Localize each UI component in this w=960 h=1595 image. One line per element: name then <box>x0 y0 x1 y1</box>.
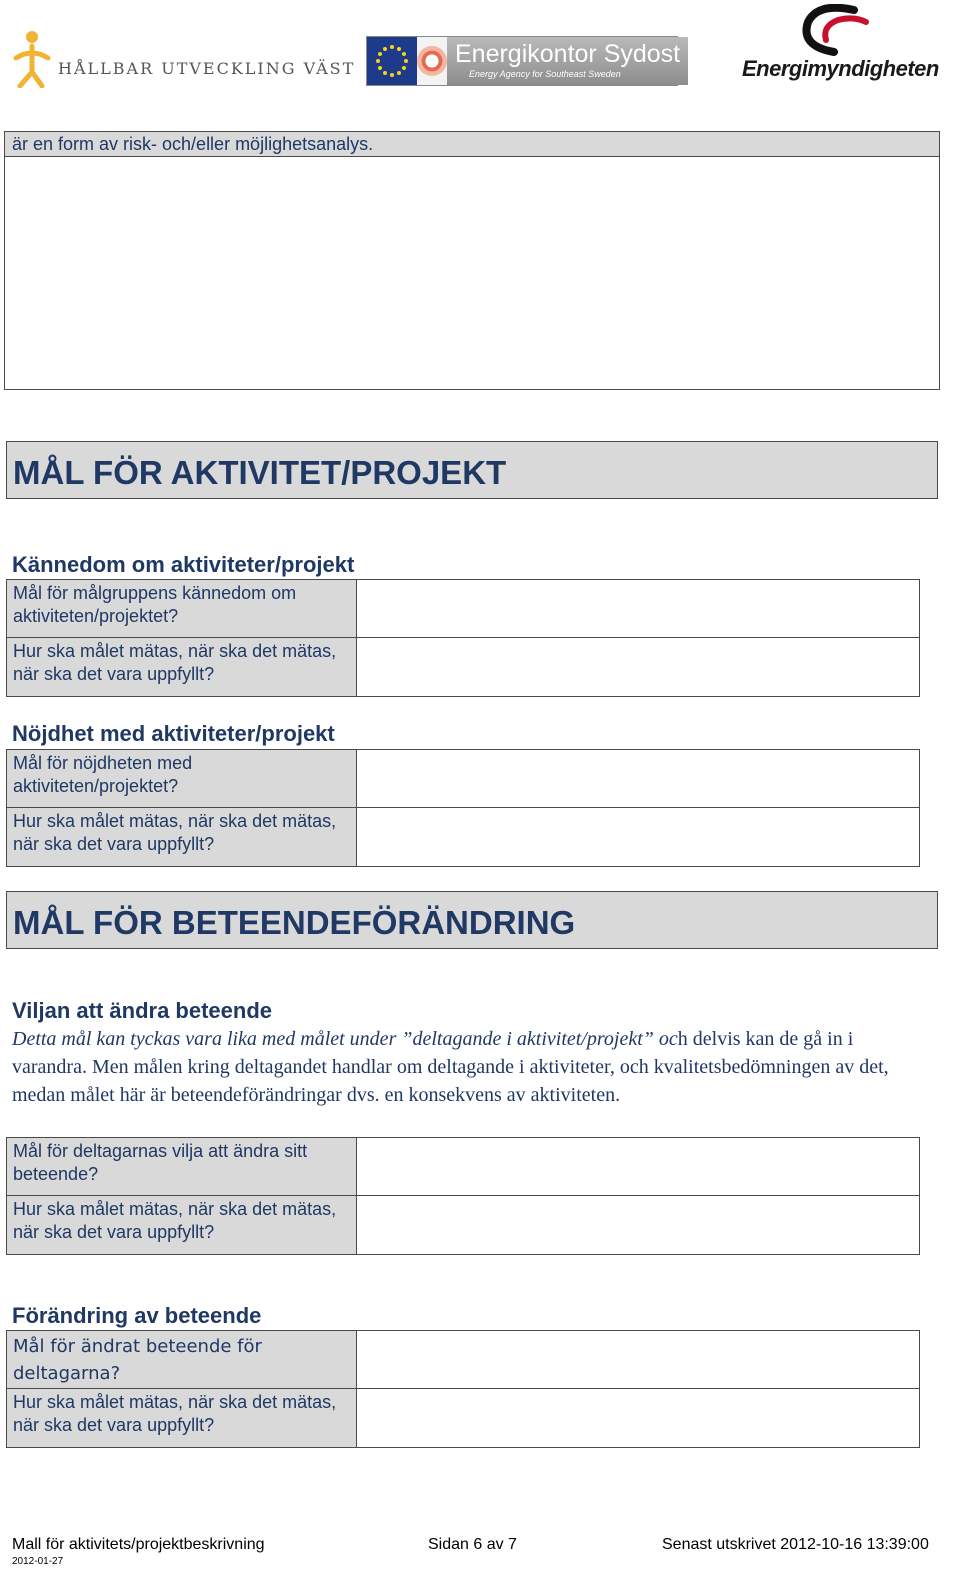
awareness-table <box>6 579 920 697</box>
hallbar-utveckling-logo <box>8 26 356 90</box>
row-label: Hur ska målet mätas, när ska det mätas, när ska det vara uppfyllt? <box>7 808 357 866</box>
subsection-title-willingness: Viljan att ändra beteende <box>12 998 273 1023</box>
continuation-text-area[interactable] <box>4 156 940 390</box>
eu-flag-icon <box>367 37 417 85</box>
subsection-title-awareness: Kännedom om aktiviteter/projekt <box>12 552 355 577</box>
row-label: Hur ska målet mätas, när ska det mätas, när ska det vara uppfyllt? <box>7 1389 357 1447</box>
subsection-title-change: Förändring av beteende <box>12 1303 262 1328</box>
row-label: Mål för målgruppens kännedom om aktiviteten/projektet? <box>7 580 357 637</box>
energikontor-sydost-logo <box>366 36 681 86</box>
willingness-description <box>12 1025 912 1109</box>
awareness-measure-field[interactable] <box>358 638 919 696</box>
continuation-text: är en form av risk- och/eller möjlighetsanalys. <box>12 134 374 154</box>
table-row <box>7 1138 919 1196</box>
person-figure-icon <box>8 28 52 88</box>
footer-document-title: Mall för aktivitets/projektbeskrivning <box>12 1536 265 1553</box>
willingness-goal-field[interactable] <box>358 1138 919 1195</box>
sun-emblem-icon <box>417 37 447 85</box>
satisfaction-goal-field[interactable] <box>358 750 919 807</box>
energimyndigheten-swirl-icon <box>738 4 954 60</box>
section-title: MÅL FÖR AKTIVITET/PROJEKT <box>13 454 507 491</box>
energimyndigheten-text: Energimyndigheten <box>742 56 939 81</box>
table-row <box>7 808 919 866</box>
satisfaction-measure-field[interactable] <box>358 808 919 866</box>
footer-print-date: Senast utskrivet 2012-10-16 13:39:00 <box>662 1536 929 1553</box>
footer-page-number: Sidan 6 av 7 <box>428 1536 517 1553</box>
table-row <box>7 580 919 638</box>
willingness-table <box>6 1137 920 1255</box>
description-text: h delvis kan de gå in i varandra. Men målen kring deltagandet handlar om deltagande i aktiviteter, och kvalitetsbedömningen av det, medan målet här är beteendeförändringar dvs. en konsekvens av aktiviteten. <box>12 1028 889 1106</box>
table-row <box>7 638 919 696</box>
energimyndigheten-logo <box>738 4 954 88</box>
row-label: Mål för nöjdheten med aktiviteten/projektet? <box>7 750 357 807</box>
footer-version-date: 2012-01-27 <box>12 1556 64 1567</box>
row-label: Hur ska målet mätas, när ska det mätas, när ska det vara uppfyllt? <box>7 638 357 696</box>
hallbar-logo-text: HÅLLBAR UTVECKLING VÄST <box>58 58 356 78</box>
awareness-goal-field[interactable] <box>358 580 919 637</box>
section-heading-activity-goals <box>6 441 938 499</box>
table-row <box>7 1389 919 1447</box>
table-row <box>7 1196 919 1254</box>
row-label: Mål för ändrat beteende för deltagarna? <box>7 1331 357 1388</box>
subsection-title-satisfaction: Nöjdhet med aktiviteter/projekt <box>12 721 335 746</box>
section-title: MÅL FÖR BETEENDEFÖRÄNDRING <box>13 904 576 941</box>
description-italic: Detta mål kan tyckas vara lika med målet under ”deltagande i aktivitet/projekt” oc <box>12 1028 678 1050</box>
table-row <box>7 1331 919 1389</box>
table-row <box>7 750 919 808</box>
change-goal-field[interactable] <box>358 1331 919 1388</box>
row-label: Hur ska målet mätas, när ska det mätas, när ska det vara uppfyllt? <box>7 1196 357 1254</box>
energikontor-tagline: Energy Agency for Southeast Sweden <box>469 69 621 79</box>
change-measure-field[interactable] <box>358 1389 919 1447</box>
continuation-header <box>4 131 940 157</box>
satisfaction-table <box>6 749 920 867</box>
willingness-measure-field[interactable] <box>358 1196 919 1254</box>
energikontor-title: Energikontor Sydost <box>455 40 681 68</box>
change-table <box>6 1330 920 1448</box>
section-heading-behaviour-change <box>6 891 938 949</box>
row-label: Mål för deltagarnas vilja att ändra sitt beteende? <box>7 1138 357 1195</box>
